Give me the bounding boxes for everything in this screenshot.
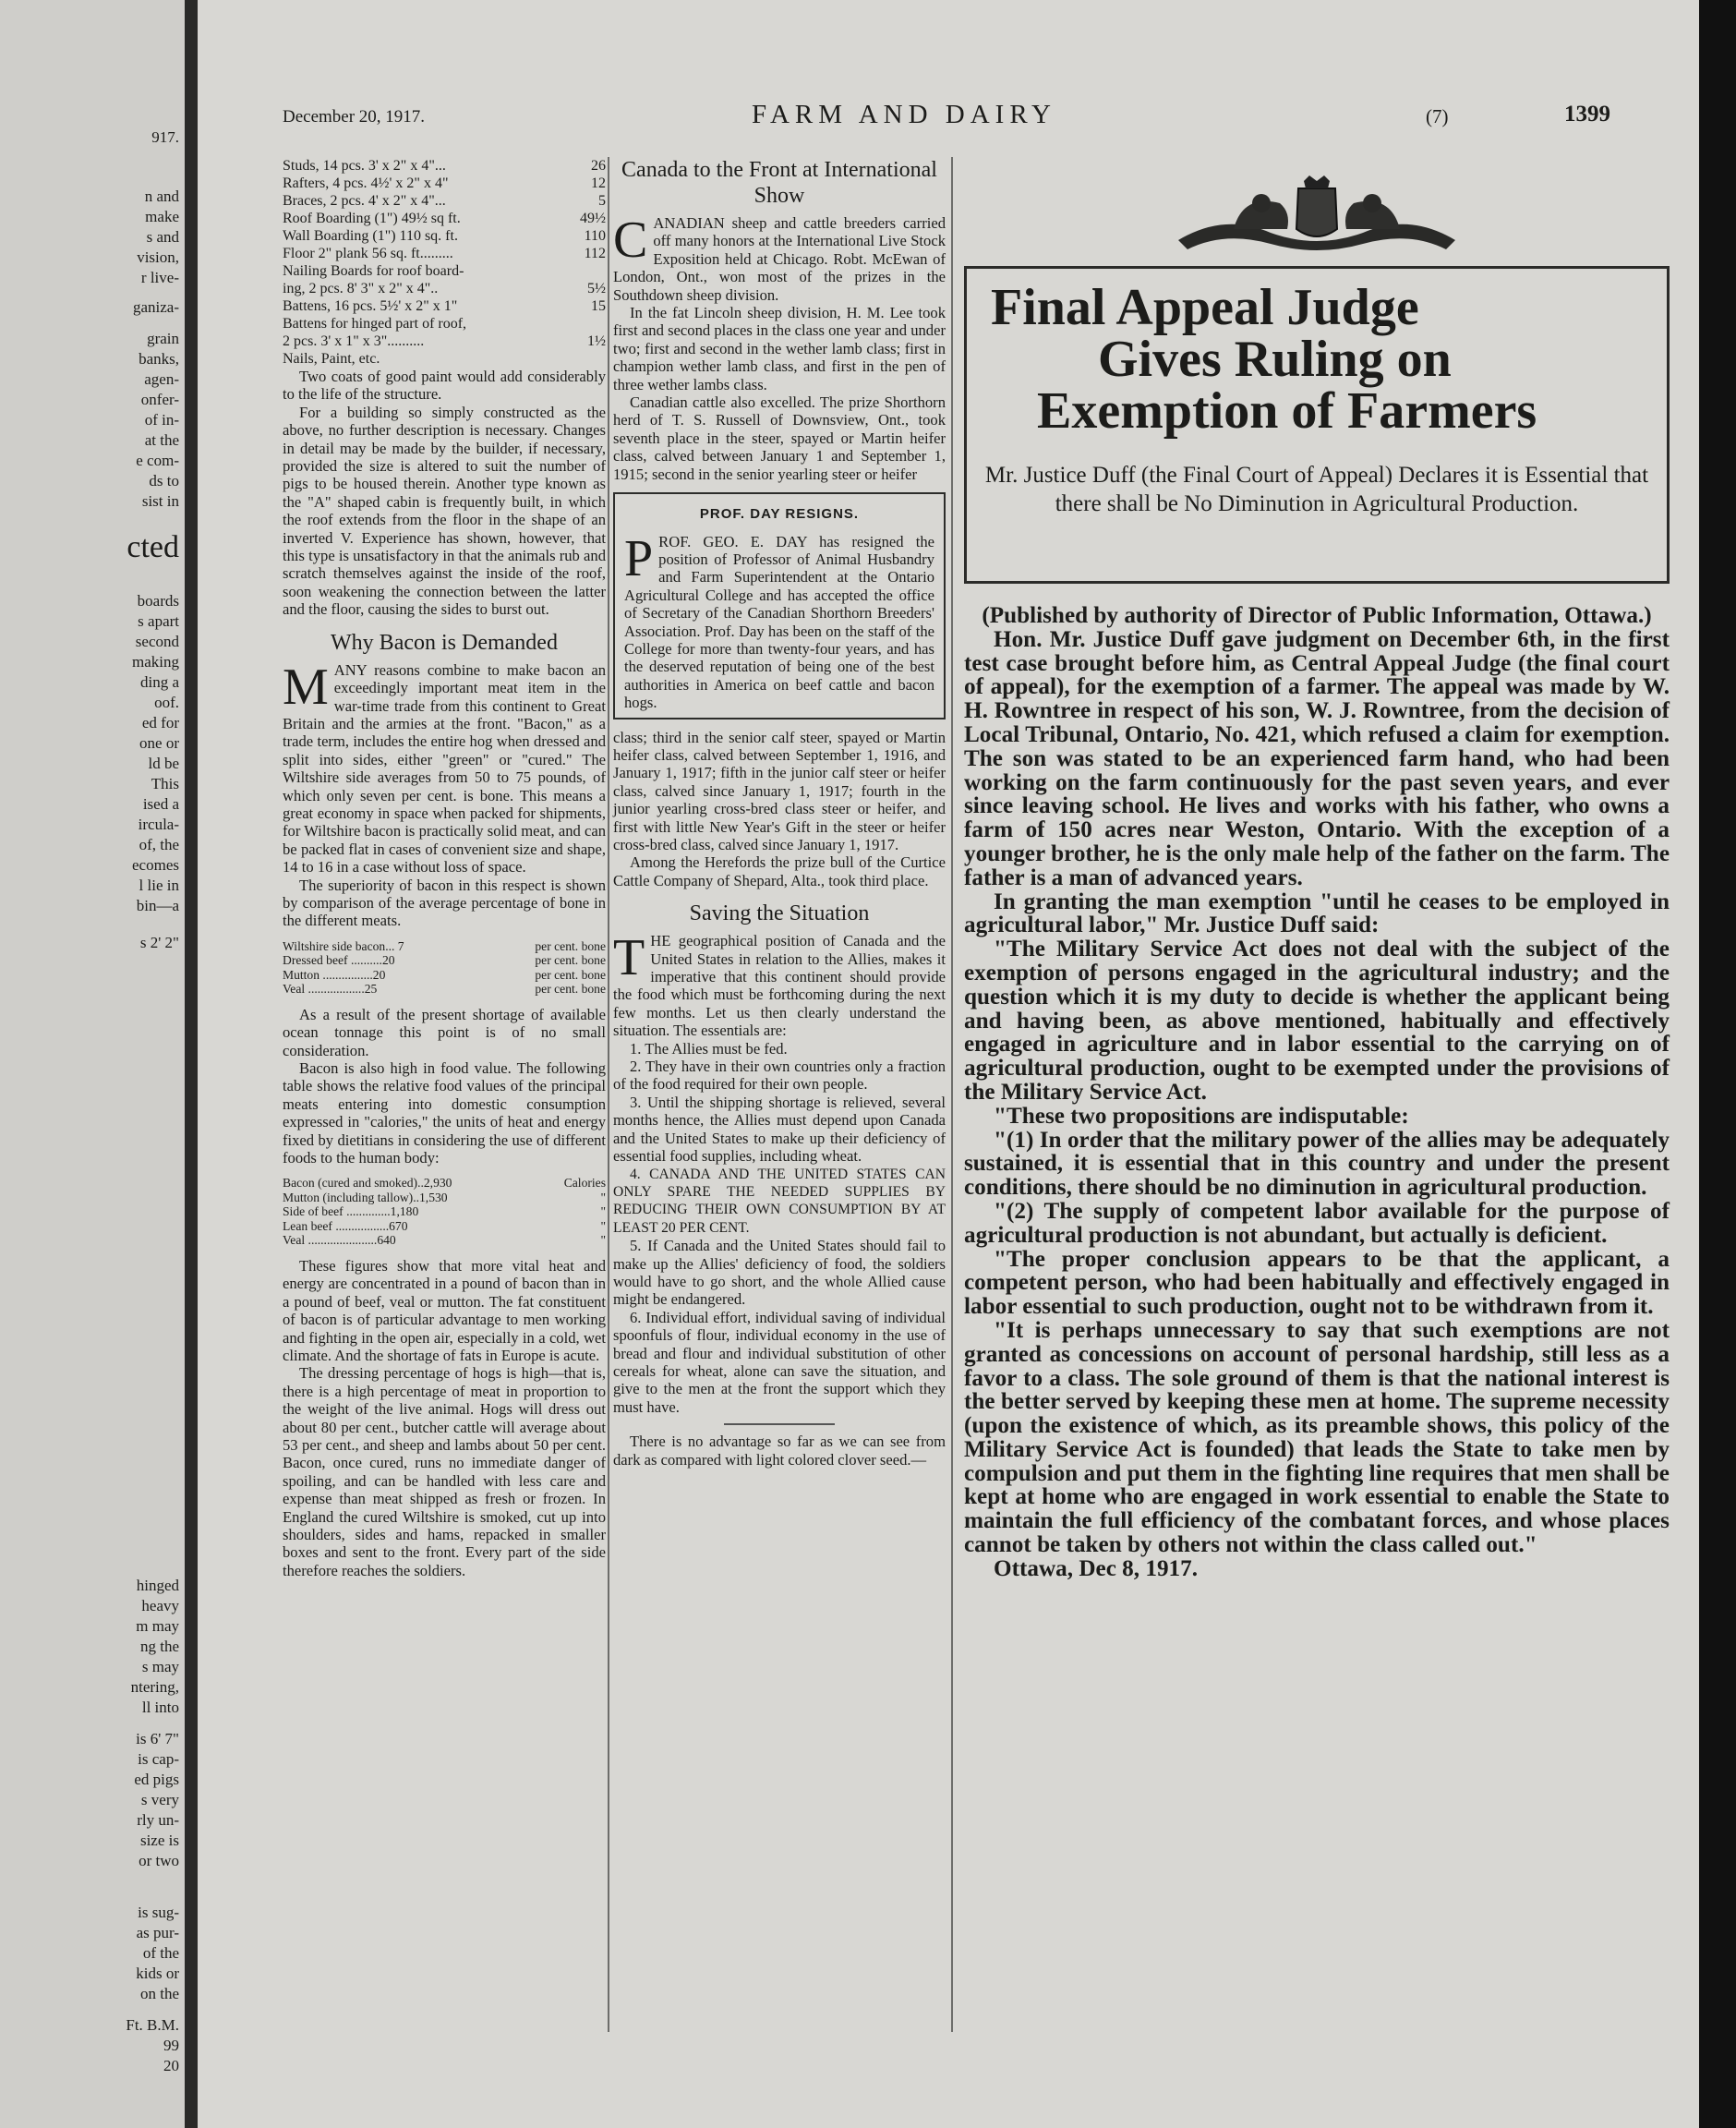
table-row	[283, 1191, 606, 1205]
previous-page-text-fragment: cted	[127, 530, 179, 564]
previous-page-text-fragment: hinged	[136, 1577, 179, 1594]
table-cell: "	[600, 1218, 606, 1233]
article-heading-canada: Canada to the Front at International Show	[621, 158, 937, 208]
essentials-list	[613, 1040, 946, 1417]
calorie-table	[283, 1176, 606, 1248]
page-gutter	[185, 0, 198, 2128]
previous-page-text-fragment: one or	[139, 734, 179, 752]
drop-cap: P	[624, 529, 654, 587]
table-cell: "	[600, 1190, 606, 1204]
previous-page-text-fragment: is cap-	[138, 1750, 179, 1768]
paragraph: There is no advantage so far as we can see from dark as compared with light colored clover seed.—	[613, 1433, 946, 1469]
paragraph: "(2) The supply of competent labor available for the purpose of agricultural production is not abundant, but actually is deficient.	[964, 1198, 1670, 1248]
material-label: Battens, 16 pcs. 5½' x 2" x 1"	[283, 298, 458, 314]
paragraph	[624, 529, 934, 712]
previous-page-text-fragment: rly un-	[137, 1811, 179, 1829]
page-edge-shadow	[1699, 0, 1736, 2128]
previous-page-text-fragment: of, the	[139, 836, 179, 853]
table-cell: "	[600, 1204, 606, 1219]
paragraph: These figures show that more vital heat and energy are concentrated in a pound of bacon than in a pound of beef, veal or mutton. The fat constituent of bacon is of particular advantage to men working and fighting in the open air, especially in a cold, wet climate. And the shortage of fats in Europe is acute.	[283, 1256, 606, 1364]
materials-list	[283, 157, 606, 368]
previous-page-text-fragment: is 6' 7"	[136, 1730, 179, 1747]
section-number: (7)	[1426, 105, 1449, 127]
previous-page-text-fragment: 917.	[151, 128, 179, 146]
table-cell: per cent. bone	[535, 982, 606, 997]
previous-page-text-fragment: l lie in	[139, 877, 179, 894]
material-amount: 12	[591, 175, 606, 191]
materials-row	[283, 315, 606, 332]
masthead-title: FARM AND DAIRY	[752, 100, 1057, 129]
table-cell: per cent. bone	[535, 967, 606, 982]
previous-page-text-fragment: making	[132, 653, 179, 671]
materials-row	[283, 280, 606, 297]
box-heading: PROF. DAY RESIGNS.	[699, 506, 860, 523]
table-cell: Mutton ................20	[283, 967, 386, 982]
material-label: Roof Boarding (1") 49½ sq ft.	[283, 211, 461, 226]
previous-page-text-fragment: ed pigs	[134, 1771, 179, 1788]
table-cell: Veal ......................640	[283, 1233, 396, 1248]
material-amount: 49½	[580, 211, 606, 226]
table-row	[283, 968, 606, 983]
material-label: 2 pcs. 3' x 1" x 3"..........	[283, 333, 425, 349]
paragraph: Bacon is also high in food value. The following table shows the relative food values of the principal meats entering into domestic consumption expressed in "calories," the units of heat and energy fixed by dietitians in considering the use of different foods to the human body:	[283, 1059, 606, 1167]
material-label: Nails, Paint, etc.	[283, 351, 380, 367]
table-cell: Dressed beef ..........20	[283, 953, 395, 968]
previous-page-text-fragment: r live-	[140, 269, 179, 286]
table-cell: per cent. bone	[535, 938, 606, 953]
previous-page-text-fragment: ds to	[149, 472, 179, 490]
materials-row	[283, 175, 606, 192]
paragraph	[613, 214, 946, 304]
table-cell: Mutton (including tallow)..1,530	[283, 1190, 448, 1204]
authority-note: (Published by authority of Director of Public Information, Ottawa.)	[982, 603, 1652, 628]
paragraph: In the fat Lincoln sheep division, H. M. Lee took first and second places in the class one year and under two; first and second in the wether lamb class; first in champion wether lamb class, and first in the pen of three wether lambs class.	[613, 304, 946, 393]
headline	[982, 279, 1652, 440]
previous-page-text-fragment: banks,	[139, 350, 179, 368]
previous-page-text-fragment: s may	[141, 1658, 179, 1675]
paragraph: Two coats of good paint would add considerably to the life of the structure.	[283, 368, 606, 404]
headline-line: Exemption of Farmers	[1037, 382, 1537, 440]
table-row	[283, 982, 606, 997]
list-item: 6. Individual effort, individual saving of individual spoonfuls of flour, individual economy in the use of bread and flour and individual substitution of other cereals for wheat, alone can save the situation, and give to the men at the front the support which they must have.	[613, 1308, 946, 1416]
paragraph: class; third in the senior calf steer, spayed or Martin heifer class, calved between September 1, 1916, and January 1, 1917; fifth in the junior calf steer or heifer class, calved since January 1, 1917; fourth in the junior yearling cross-bred class steer or heifer, and first with little New Year's Gift in the steer or heifer cross-bred class, calved since January 1, 1917.	[613, 728, 946, 853]
previous-page-text-fragment: ding a	[139, 673, 179, 691]
material-label: Braces, 2 pcs. 4' x 2" x 4"...	[283, 193, 446, 209]
previous-page-text-fragment: oof.	[154, 694, 179, 711]
paragraph: Among the Herefords the prize bull of the Curtice Cattle Company of Shepard, Alta., took third place.	[613, 853, 946, 889]
paragraph: As a result of the present shortage of available ocean tonnage this point is of no small consideration.	[283, 1005, 606, 1059]
paragraph: Hon. Mr. Justice Duff gave judgment on December 6th, in the first test case brought before him, as Central Appeal Judge (the final court of appeal), for the exemption of a farmer. The appeal was made by W. H. Rowntree in respect of his son, W. J. Rowntree, from the decision of Local Tribunal, Ontario, No. 421, which refused a claim for exemption. The son was stated to be an experienced farm hand, who had been working on the farm continuously for the past seven years, and ever since leaving school. He lives and works with his father, who owns a farm of 150 acres near Weston, Ontario. With the exception of a younger brother, he is the only male help of the father on the farm. The father is a man of advanced years.	[964, 626, 1670, 890]
material-amount: 112	[584, 246, 606, 261]
signoff: Ottawa, Dec 8, 1917.	[994, 1555, 1199, 1581]
column-left	[283, 157, 606, 1579]
previous-page-text-fragment: m may	[136, 1617, 179, 1635]
column-rule	[608, 157, 609, 2032]
subheadline: Mr. Justice Duff (the Final Court of Appeal) Declares it is Essential that there shall be No Diminution in Agricultural Production.	[984, 463, 1649, 516]
paragraph: "The Military Service Act does not deal with the subject of the exemption of persons engaged in the agricultural industry; and the question which it is my duty to decide is whether the applicant being and having been, as above mentioned, habitually and effectively engaged in agriculture and in labor essential to the carrying on of agricultural production, ought to be exempted under the provisions of the Military Service Act.	[964, 937, 1670, 1105]
previous-page-text-fragment: ed for	[141, 714, 179, 732]
materials-row	[283, 210, 606, 227]
previous-page-text-fragment: as pur-	[136, 1924, 179, 1941]
material-label: Nailing Boards for roof board-	[283, 263, 464, 279]
column-middle	[613, 157, 946, 1469]
paragraph-text: ANADIAN sheep and cattle breeders carried off many honors at the International Live Stock Exposition held at Chicago. Robt. McEwan of London, Ont., won most of the prizes in the Southdown sheep division.	[613, 214, 946, 304]
table-row	[283, 1176, 606, 1191]
previous-page-text-fragment: ld be	[148, 755, 179, 772]
paragraph: The dressing percentage of hogs is high—that is, there is a high percentage of meat in proportion to the weight of the live animal. Hogs will dress out about 80 per cent., butcher cattle will average about 53 per cent., and sheep and lambs about 50 per cent. Bacon, once cured, runs no immediate danger of spoiling, and can be handled with less care and expense than meat shipped as fresh or frozen. In England the cured Wiltshire is smoked, cut up into shoulders, sides and hams, repacked in smaller boxes and sent to the front. Every part of the side therefore reaches the soldiers.	[283, 1364, 606, 1579]
coat-of-arms-icon	[1169, 175, 1465, 255]
material-label: Wall Boarding (1") 110 sq. ft.	[283, 228, 458, 244]
table-row	[283, 1219, 606, 1234]
paragraph: "The proper conclusion appears to be that the applicant, a competent person, who had been habitually and effectively engaged in labor essential to such production, ought not to be withdrawn from it.	[964, 1246, 1670, 1320]
previous-page-text-fragment: bin—a	[136, 897, 179, 914]
materials-row	[283, 245, 606, 262]
material-amount	[565, 262, 606, 280]
previous-page-text-fragment: on the	[139, 1985, 179, 2002]
previous-page-text-fragment: Ft. B.M.	[126, 2016, 179, 2034]
material-amount: 1½	[587, 333, 606, 349]
paragraph-text: HE geographical position of Canada and the United States in relation to the Allies, makes it imperative that this continent should provide the food which must be forthcoming during the next few months. Let us then clearly understand the situation. The essentials are:	[613, 932, 946, 1040]
previous-page-text-fragment: ecomes	[132, 856, 179, 874]
material-amount	[565, 315, 606, 332]
previous-page-text-fragment: 20	[163, 2057, 179, 2074]
previous-page-text-fragment: ntering,	[130, 1678, 179, 1696]
table-cell: Wiltshire side bacon... 7	[283, 938, 404, 953]
previous-page-text-fragment: second	[135, 633, 179, 650]
materials-row	[283, 227, 606, 245]
paragraph: In granting the man exemption "until he ceases to be employed in agricultural labor," Mr. Justice Duff said:	[964, 889, 1670, 938]
list-item: 3. Until the shipping shortage is relieved, several months hence, the Allies must depend upon Canada and the United States to make up their deficiency of essential food supplies, including wheat.	[613, 1093, 946, 1166]
list-item: 1. The Allies must be fed.	[630, 1039, 788, 1058]
paragraph: "These two propositions are indisputable:	[994, 1103, 1409, 1129]
materials-row	[283, 192, 606, 210]
article-body	[964, 604, 1670, 1581]
table-cell: Lean beef .................670	[283, 1218, 408, 1233]
page-number: 1399	[1564, 102, 1610, 127]
previous-page-text-fragment: ircula-	[138, 816, 179, 833]
column-right	[964, 157, 1670, 1581]
previous-page-text-fragment: sist in	[141, 492, 179, 510]
table-cell: per cent. bone	[535, 953, 606, 968]
material-amount: 26	[591, 158, 606, 174]
article-heading-bacon: Why Bacon is Demanded	[331, 630, 558, 655]
table-cell: Calories	[563, 1176, 606, 1191]
previous-page-text-fragment: s very	[140, 1791, 179, 1808]
materials-row	[283, 262, 606, 280]
table-cell: "	[600, 1233, 606, 1248]
list-item: 5. If Canada and the United States should fail to make up the Allies' deficiency of food, the soldiers would have to go short, and the whole Allied cause might be endangered.	[613, 1237, 946, 1309]
prof-day-box	[613, 492, 946, 719]
drop-cap: T	[613, 929, 645, 987]
previous-page-text-fragment: of the	[142, 1944, 179, 1962]
table-row	[283, 939, 606, 954]
previous-page-text-fragment: at the	[144, 431, 179, 449]
previous-page-text-fragment: ised a	[142, 795, 179, 813]
previous-page-text-fragment: This	[151, 775, 179, 792]
paragraph: "It is perhaps unnecessary to say that such exemptions are not granted as concessions on account of personal hardship, still less as a favor to a class. The sole ground of them is that the national interest is the better served by keeping these men at home. The supreme necessity (upon the existence of which, as its preamble shows, this policy of the Military Service Act is founded) that leads the State to take men by compulsion and put them in the fighting line requires that men shall be kept at home who are engaged in work essential to enable the State to maintain the full efficiency of the combatant forces, and whose places cannot be taken by others not within the class called out."	[964, 1317, 1670, 1558]
table-cell: Bacon (cured and smoked)..2,930	[283, 1176, 452, 1191]
article-heading-saving: Saving the Situation	[689, 901, 870, 926]
material-label: Battens for hinged part of roof,	[283, 316, 467, 332]
list-item: 4. CANADA AND THE UNITED STATES CAN ONLY SPARE THE NEEDED SUPPLIES BY REDUCING THEIR OWN CONSUMPTION BY AT LEAST 20 PER CENT.	[613, 1166, 946, 1236]
issue-date: December 20, 1917.	[283, 107, 426, 127]
ruling-paragraphs	[964, 628, 1670, 1557]
previous-page-text-fragment: make	[145, 208, 179, 225]
previous-page-text-fragment: s apart	[138, 612, 179, 630]
paragraph: The superiority of bacon in this respect is shown by comparison of the average percentage of bone in the different meats.	[283, 876, 606, 930]
previous-page-text-fragment: 99	[163, 2037, 179, 2054]
previous-page-text-fragment: heavy	[141, 1597, 179, 1614]
material-label: Studs, 14 pcs. 3' x 2" x 4"...	[283, 158, 446, 174]
materials-row	[283, 332, 606, 350]
paragraph: "(1) In order that the military power of the allies may be adequately sustained, it is essential that in this country and under the present conditions, there should be no diminution in agricultural production.	[964, 1127, 1670, 1201]
previous-page-text-fragment: ng the	[139, 1638, 179, 1655]
previous-page-text-fragment: kids or	[136, 1965, 179, 1982]
previous-page-text-fragment: agen-	[144, 370, 179, 388]
list-item: 2. They have in their own countries only a fraction of the food required for their own people.	[613, 1058, 946, 1094]
table-row	[283, 953, 606, 968]
previous-page-text-fragment: ganiza-	[132, 298, 179, 316]
previous-page-text-fragment: onfer-	[140, 391, 179, 408]
previous-page-text-fragment: s 2' 2"	[139, 934, 179, 951]
material-label: Floor 2" plank 56 sq. ft.........	[283, 246, 453, 261]
column-rule	[951, 157, 953, 2032]
newspaper-page	[198, 0, 1699, 2128]
paragraph	[283, 658, 606, 877]
page-header	[198, 100, 1699, 137]
paragraph: For a building so simply constructed as the above, no further description is necessary. Changes in detail may be made by the builder, if necessary, provided the size is altered to suit the number of pigs to be housed therein. Another type known as the "A" shaped cabin is frequently built, in which the roof extends from the floor in the shape of an inverted V. Experience has shown, however, that this type is unsatisfactory in that the animals rub and scratch themselves against the inside of the roof, soon weakening the connection between the latter and the floor, causing the sides to burst out.	[283, 403, 606, 619]
material-label: Rafters, 4 pcs. 4½' x 2" x 4"	[283, 175, 449, 191]
material-amount	[565, 350, 606, 368]
table-row	[283, 1233, 606, 1248]
previous-page-text-fragment: boards	[137, 592, 179, 610]
drop-cap: C	[613, 212, 648, 269]
paragraph: Canadian cattle also excelled. The prize Shorthorn herd of T. S. Russell of Downsview, Ont., took seventh place in the steer, spayed or Martin heifer class, calved between January 1 and September 1, 1915; second in the senior yearling steer or heifer	[613, 393, 946, 483]
paragraph	[613, 929, 946, 1040]
previous-page-text-fragment: ll into	[141, 1699, 179, 1716]
previous-page-text-fragment: of in-	[144, 411, 179, 429]
headline-line: Final Appeal Judge	[991, 279, 1419, 336]
material-amount: 15	[591, 298, 606, 314]
table-cell: Side of beef ..............1,180	[283, 1204, 419, 1219]
divider	[724, 1423, 835, 1425]
materials-row	[283, 350, 606, 368]
table-cell: Veal ..................25	[283, 982, 378, 997]
previous-page-text-fragment: is sug-	[138, 1904, 179, 1921]
previous-page-text-fragment: or two	[139, 1852, 179, 1869]
paragraph-text: ROF. GEO. E. DAY has resigned the position of Professor of Animal Husbandry and Farm Superintendent at the Ontario Agricultural College and has accepted the office of Secretary of the Canadian Shorthorn Breeders' Association. Prof. Day has been on the staff of the College for more than twenty-four years, and has the deserved reputation of being one of the best authorities in America on beef cattle and bacon hogs.	[624, 532, 934, 712]
drop-cap: M	[283, 658, 329, 716]
previous-page-text-fragment: grain	[147, 330, 179, 347]
paragraph-text: ANY reasons combine to make bacon an exceedingly important meat item in the war-time trade from this continent to Great Britain and the armies at the front. "Bacon," as a trade term, includes the entire hog when dressed and split into sides, either "green" or "cured." The Wiltshire side averages from 50 to 75 pounds, of which only seven per cent. is bone. This means a great economy in space when packed for shipments, for Wiltshire bacon is practically solid meat, and can be packed flat in cases of convenient size and shape, 14 to 16 in a case without loss of space.	[283, 660, 606, 877]
table-row	[283, 1204, 606, 1219]
materials-row	[283, 297, 606, 315]
materials-row	[283, 157, 606, 175]
material-label: ing, 2 pcs. 8' 3" x 2" x 4"..	[283, 281, 439, 296]
previous-page-text-fragment: vision,	[137, 248, 179, 266]
previous-page-text-fragment: s and	[146, 228, 179, 246]
headline-box	[964, 266, 1670, 584]
material-amount: 110	[584, 228, 606, 244]
previous-page-text-fragment: e com-	[136, 452, 179, 469]
headline-line: Gives Ruling on	[1098, 331, 1452, 388]
previous-page-edge	[0, 0, 185, 2128]
material-amount: 5	[598, 193, 606, 209]
previous-page-text-fragment: n and	[144, 187, 179, 205]
bone-percentage-table	[283, 939, 606, 997]
material-amount: 5½	[587, 281, 606, 296]
previous-page-text-fragment: size is	[139, 1832, 179, 1849]
